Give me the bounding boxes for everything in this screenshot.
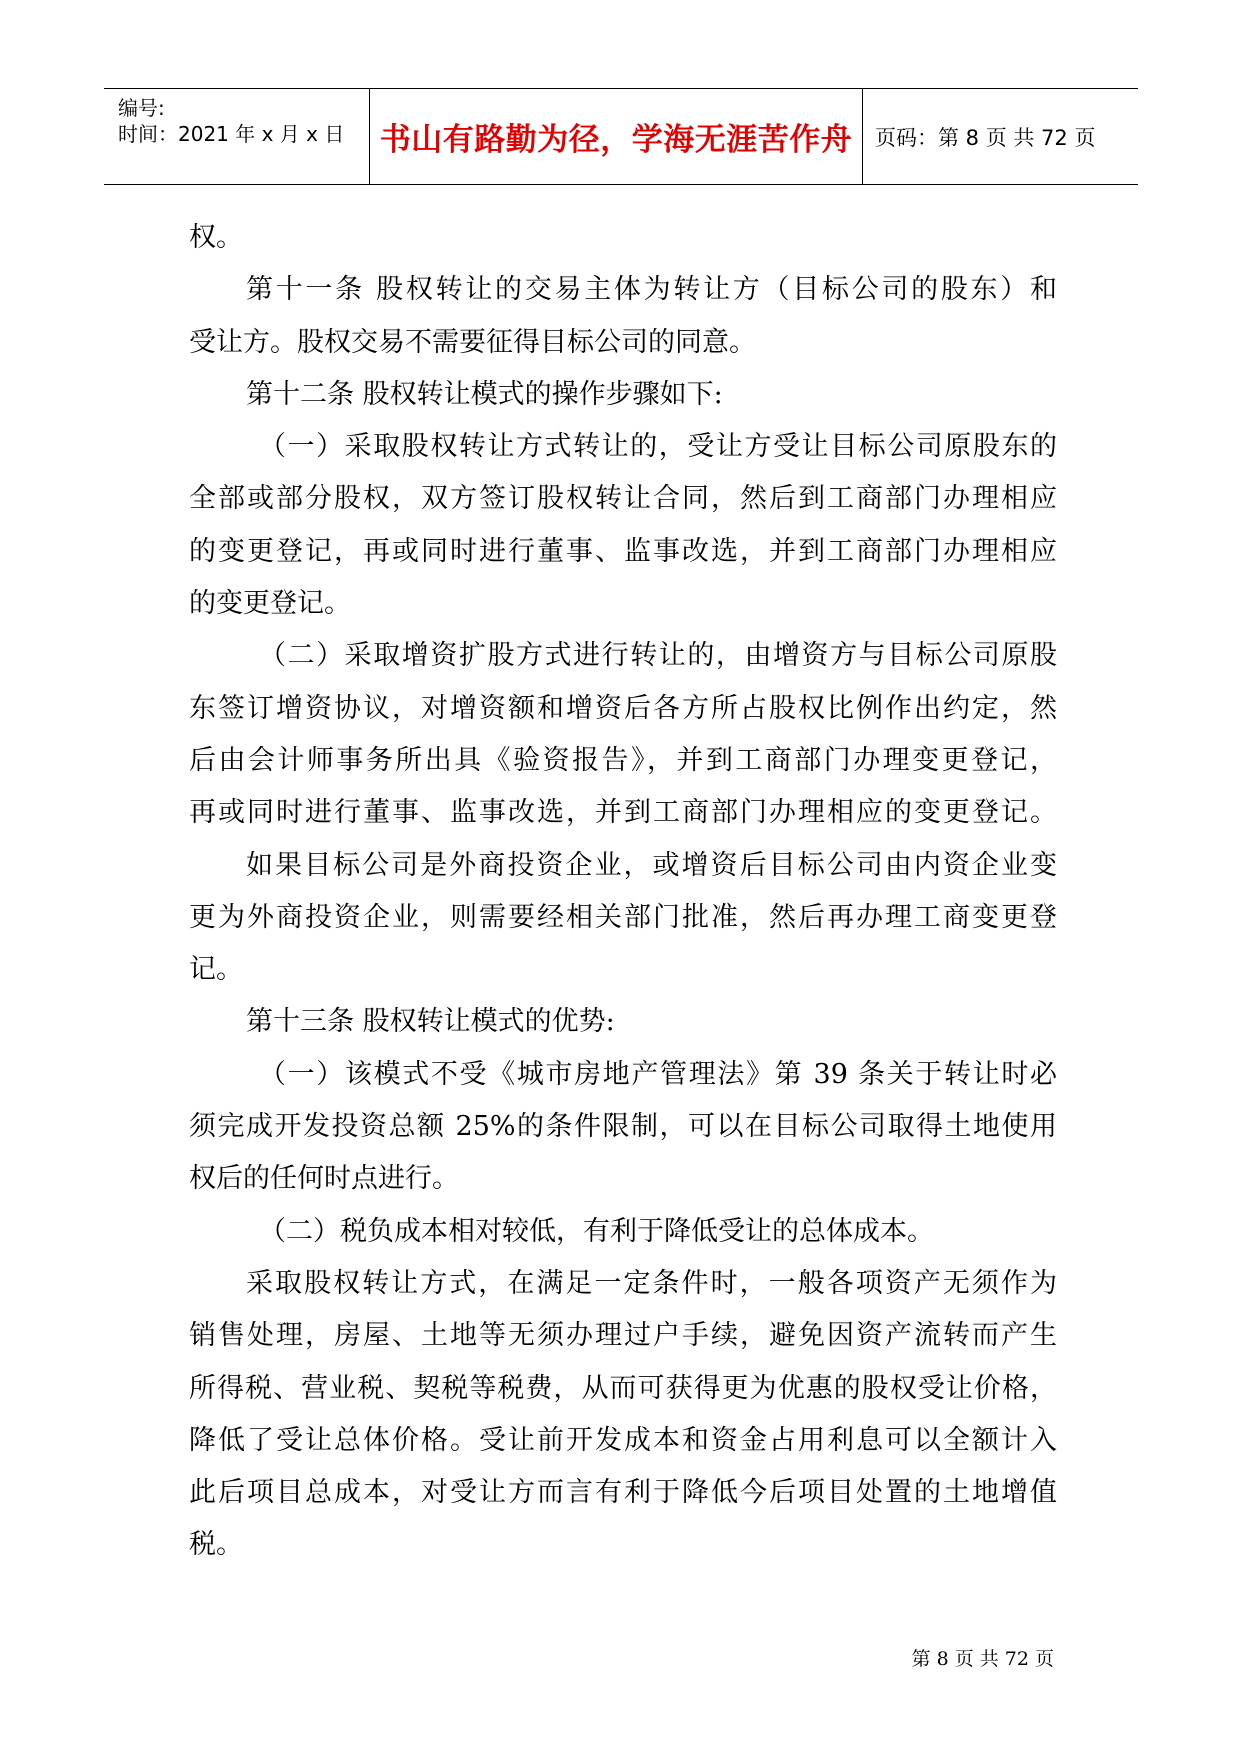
body-line: 第十一条 股权转让的交易主体为转让方（目标公司的股东）和: [246, 274, 1057, 306]
body-line: 第十三条 股权转让模式的优势:: [246, 1006, 615, 1038]
body-line: 再或同时进行董事、监事改选，并到工商部门办理相应的变更登记。: [189, 797, 1057, 829]
header-motto-cell: [369, 89, 863, 184]
body-line: 降低了受让总体价格。受让前开发成本和资金占用利息可以全额计入: [189, 1424, 1057, 1456]
body-line: 第十二条 股权转让模式的操作步骤如下:: [246, 378, 723, 410]
body-line: 全部或部分股权，双方签订股权转让合同，然后到工商部门办理相应: [189, 483, 1057, 515]
body-line: 东签订增资协议，对增资额和增资后各方所占股权比例作出约定，然: [189, 692, 1057, 724]
header-info-cell: [104, 89, 368, 184]
body-line: 受让方。股权交易不需要征得目标公司的同意。: [189, 326, 756, 358]
body-line: 销售处理，房屋、土地等无须办理过户手续，避免因资产流转而产生: [189, 1320, 1057, 1352]
body-line: 须完成开发投资总额 25%的条件限制，可以在目标公司取得土地使用: [189, 1111, 1057, 1143]
document-date-label: 时间：2021 年 x 月 x 日: [118, 122, 345, 146]
body-line: 所得税、营业税、契税等税费，从而可获得更为优惠的股权受让价格，: [189, 1372, 1057, 1404]
body-line: 权后的任何时点进行。: [189, 1163, 459, 1195]
page-footer: 第 8 页 共 72 页: [911, 1648, 1054, 1670]
body-line: 权。: [189, 222, 243, 253]
header-page-code: 页码：第 8 页 共 72 页: [875, 125, 1096, 150]
header-motto: 书山有路勤为径，学海无涯苦作舟: [379, 122, 853, 158]
body-line: （二）税负成本相对较低，有利于降低受让的总体成本。: [259, 1215, 934, 1247]
page-header: [104, 88, 1138, 185]
body-line: 的变更登记，再或同时进行董事、监事改选，并到工商部门办理相应: [189, 535, 1057, 567]
body-line: 如果目标公司是外商投资企业，或增资后目标公司由内资企业变: [246, 849, 1057, 881]
body-line: 记。: [189, 954, 243, 986]
document-body: [189, 212, 1057, 1572]
body-line: （一）该模式不受《城市房地产管理法》第 39 条关于转让时必: [259, 1058, 1057, 1090]
body-line: （一）采取股权转让方式转让的，受让方受让目标公司原股东的: [259, 431, 1057, 463]
document-number-label: 编号:: [118, 96, 165, 120]
body-line: （二）采取增资扩股方式进行转让的，由增资方与目标公司原股: [259, 640, 1057, 672]
body-line: 采取股权转让方式，在满足一定条件时，一般各项资产无须作为: [246, 1267, 1057, 1299]
body-line: 此后项目总成本，对受让方而言有利于降低今后项目处置的土地增值: [189, 1477, 1057, 1509]
body-line: 税。: [189, 1529, 243, 1561]
body-line: 的变更登记。: [189, 588, 351, 620]
body-line: 更为外商投资企业，则需要经相关部门批准，然后再办理工商变更登: [189, 901, 1057, 933]
header-page-cell: [863, 89, 1138, 184]
body-line: 后由会计师事务所出具《验资报告》，并到工商部门办理变更登记，: [189, 744, 1057, 776]
